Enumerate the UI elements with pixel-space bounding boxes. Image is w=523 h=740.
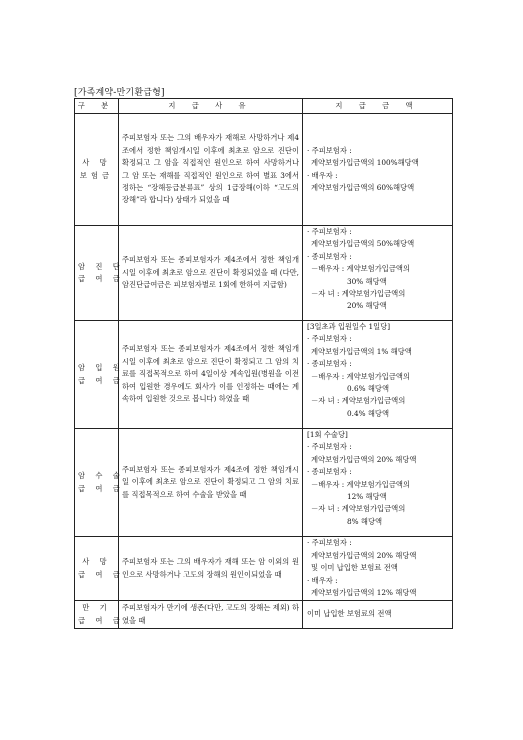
amount-line: · 주피보험자 : [307, 538, 352, 548]
reason-cell: 주피보험자가 만기에 생존(다만, 고도의 장해는 제외) 하였을 때 [119, 601, 303, 629]
reason-cell: 주피보험자 또는 그의 배우자가 재해 또는 암 이외의 원인으로 사망하거나 고도의 장해의 원인이되었을 때 [119, 537, 303, 601]
amount-line: 계약보험가입금액의 100%해당액 [311, 158, 419, 168]
category-line: 암 수 술 [78, 471, 124, 481]
category-line: 사 망 [82, 557, 111, 567]
document-title: [가족계약-만기환급형] [74, 88, 165, 98]
amount-line: －자 녀 : 계약보험가입금액의 [311, 396, 406, 406]
amount-line: －배우자 : 계약보험가입금액의 [311, 371, 410, 381]
reason-cell: 주피보험자 또는 종피보험자가 제4조에 정한 책임개시일 이후에 최초로 암으로 진단이 확정되고 그 암의 치료를 직접목적으로 하여 수술을 받았을 때 [119, 429, 303, 537]
table-row [75, 226, 453, 321]
category-line: 급 여 금 [78, 375, 124, 385]
category-line: 만 기 [82, 603, 111, 613]
amount-line: 8% 해당액 [347, 516, 383, 526]
amount-cell [303, 601, 453, 629]
category-cell [75, 226, 124, 321]
benefit-table [74, 98, 453, 629]
table-row [75, 429, 453, 537]
reason-cell: 주피보험자 또는 그의 배우자가 재해로 사망하거나 제4조에서 정한 책임개시일 이후에 최초로 암으로 진단이 확정되고 그 암을 직접적인 원인으로 하여 사망하거나 그 암 또는 재해를 직접적인 원인으로 하여 별표 3에서 정하는 “장해등급분류표” 상의 1급장해(이하 “고도의 장해”라 합니다) 상태가 되었을 때 [119, 114, 303, 226]
amount-line: －자 녀 : 계약보험가입금액의 [311, 289, 406, 299]
amount-line: 20% 해당액 [347, 301, 387, 311]
amount-line: 계약보험가입금액의 20% 해당액 [311, 550, 417, 560]
category-cell [75, 321, 124, 429]
amount-line: [1회 수술당] [307, 430, 348, 439]
header-row [75, 99, 453, 114]
amount-line: · 주피보험자 : [307, 145, 352, 155]
amount-line: 이미 납입한 보험료의 전액 [307, 609, 392, 619]
amount-cell [303, 226, 453, 321]
amount-line: 계약보험가입금액의 50%해당액 [311, 239, 415, 249]
table-row [75, 114, 453, 226]
amount-cell [303, 321, 453, 429]
table-row [75, 537, 453, 601]
amount-line: · 종피보험자 : [307, 251, 352, 261]
reason-cell: 주피보험자 또는 종피보험자가 제4조에서 정한 책임개시일 이후에 최초로 암으로 진단이 확정되었을 때 (다만, 암진단급여금은 피보험자별로 1회에 한하여 지급함) [119, 226, 303, 321]
amount-line: －자 녀 : 계약보험가입금액의 [311, 504, 406, 514]
amount-line: 계약보험가입금액의 60%해당액 [311, 182, 415, 192]
amount-line: 0.4% 해당액 [347, 408, 390, 418]
amount-line: 계약보험가입금액의 20% 해당액 [311, 454, 417, 464]
amount-line: · 주피보험자 : [307, 227, 352, 236]
category-line: 암 입 원 [78, 363, 124, 373]
table-row [75, 601, 453, 629]
category-line: 급 여 금 [78, 274, 124, 283]
amount-line: 12% 해당액 [347, 492, 387, 502]
category-cell [75, 429, 124, 537]
amount-cell [303, 114, 453, 226]
amount-line: · 주피보험자 : [307, 334, 352, 344]
amount-cell [303, 429, 453, 537]
category-line: 보험금 [79, 170, 114, 180]
amount-cell [303, 537, 453, 601]
amount-line: －배우자 : 계약보험가입금액의 [311, 479, 410, 489]
category-line: 암 진 단 [78, 261, 124, 271]
amount-line: · 종피보험자 : [307, 467, 352, 477]
category-line: 급 여 금 [78, 615, 124, 625]
table-row [75, 321, 453, 429]
header-reason: 지 급 사 유 [119, 99, 303, 114]
category-line: 급 여 금 [78, 569, 124, 579]
amount-line: · 종피보험자 : [307, 359, 352, 369]
category-cell [75, 601, 124, 629]
amount-line: [3일초과 입원일수 1일당] [307, 322, 391, 331]
header-category: 구 분 [75, 99, 119, 114]
amount-line: · 배우자 : [307, 170, 338, 180]
category-cell [75, 114, 119, 226]
amount-line: －배우자 : 계약보험가입금액의 [311, 264, 410, 274]
category-line: 급 여 금 [78, 483, 124, 493]
header-amount: 지 급 금 액 [303, 99, 453, 114]
category-cell [75, 537, 124, 601]
amount-line: 0.6% 해당액 [347, 384, 390, 394]
amount-line: 계약보험가입금액의 12% 해당액 [311, 588, 417, 598]
amount-line: 계약보험가입금액의 1% 해당액 [311, 346, 412, 356]
amount-line: · 주피보험자 : [307, 442, 352, 452]
category-line: 사 망 [82, 158, 111, 168]
reason-cell: 주피보험자 또는 종피보험자가 제4조에서 정한 책임개시일 이후에 최초로 암으로 진단이 확정되고 그 암의 치료를 직접목적으로 하여 4일이상 계속입원(병원을 이전하여 입원한 경우에도 회사가 이를 인정하는 때에는 계속하여 입원한 것으로 봅니다) 하였을 때 [119, 321, 303, 429]
amount-line: · 배우자 : [307, 575, 338, 585]
amount-line: 30% 해당액 [347, 276, 387, 286]
amount-line: 및 이미 납입한 보험료 전액 [311, 563, 398, 573]
